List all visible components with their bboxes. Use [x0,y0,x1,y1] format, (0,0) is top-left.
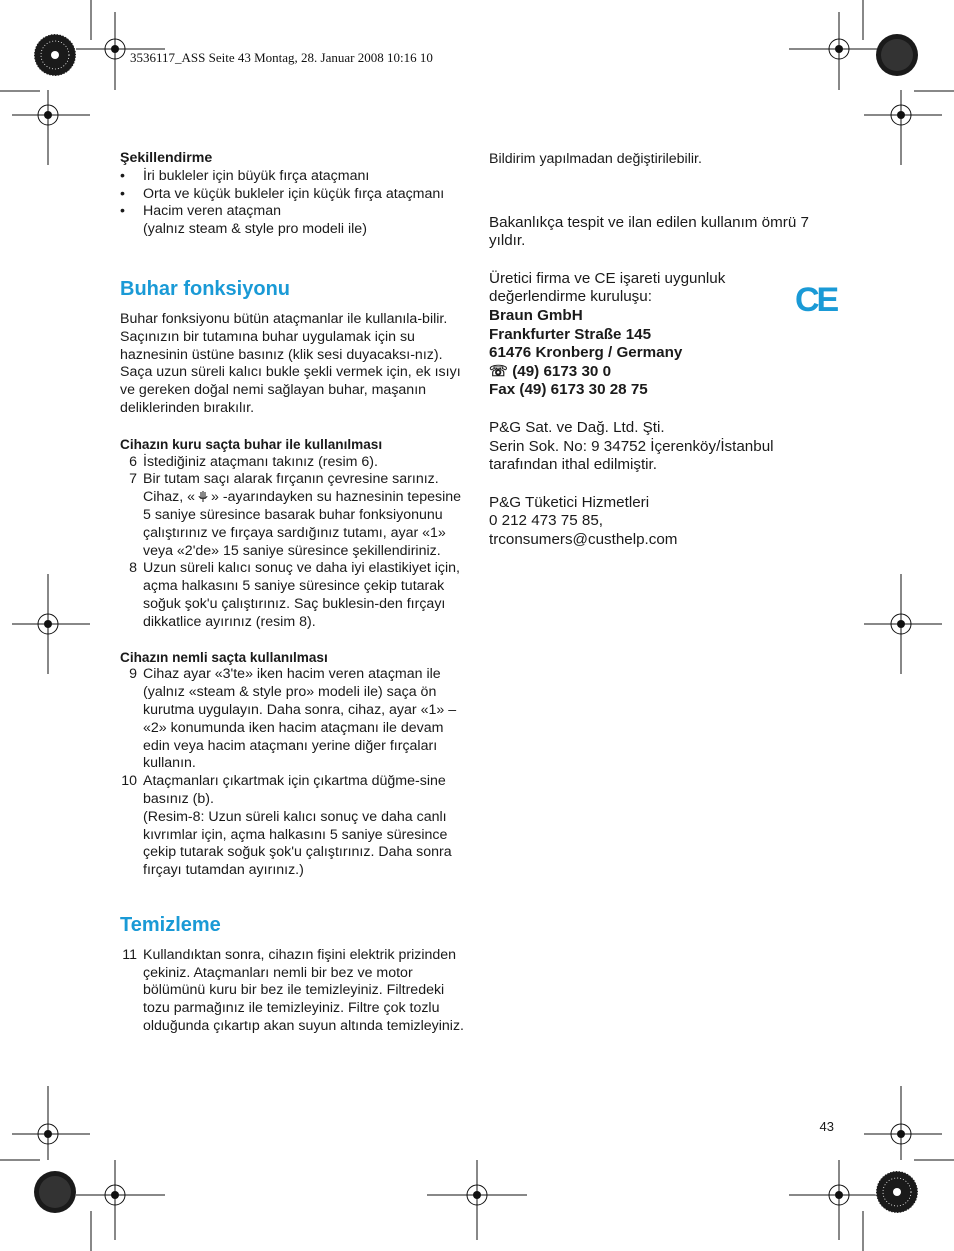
phone-icon: ☏ [489,362,508,380]
list-item-note: (Resim-8: Uzun süreli kalıcı sonuç ve daha canlı kıvrımlar için, açma halkasını 5 saniye süresince çekip tutarak soğuk şok'u çalıştırınız. Daha sonra fırçayı tutamdan ayırınız.) [143,808,452,879]
list-item: • Orta ve küçük bukleler için küçük fırça ataçmanı [120,186,470,204]
steam-heading: Buhar fonksiyonu [120,277,291,300]
styling-title: Şekillendirme [120,150,213,166]
dry-steps-list [120,454,470,632]
right-column [489,150,839,550]
company-name: Braun GmbH [489,306,583,324]
list-item: 8 Uzun süreli kalıcı sonuç ve daha iyi elastikiyet için, açma halkasını 5 saniye süresince çekip tutarak soğuk şok'u çalıştırınız. Saç buklesin-den fırçayı dikkatlice ayırınız (resim 8). [129,560,460,630]
lifetime-note: Bakanlıkça tespit ve ilan edilen kullanım ömrü 7 yıldır. [489,213,809,250]
wet-steps-list [120,666,470,880]
service-phone: 0 212 473 75 85, [489,512,604,530]
dry-hair-title: Cihazın kuru saçta buhar ile kullanılması [120,436,383,452]
wet-hair-title: Cihazın nemli saçta kullanılması [120,649,328,665]
company-street: Frankfurter Straße 145 [489,325,652,343]
company-phone: ☏ (49) 6173 30 0 [489,362,612,380]
list-item: 10 Ataçmanları çıkartmak için çıkartma düğme-sine basınız (b). (Resim-8: Uzun süreli kalıcı sonuç ve daha canlı kıvrımlar için, açma halkasını 5 saniye süresince çekip tutarak soğuk şok'u çalıştırınız. Daha sonra fırçayı tutamdan ayırınız.) [120,773,470,880]
list-item-note: (yalnız steam & style pro modeli ile) [143,221,367,238]
change-notice: Bildirim yapılmadan değiştirilebilir. [489,151,702,167]
company-fax: Fax (49) 6173 30 28 75 [489,381,648,399]
steam-symbol-icon [196,490,210,504]
importer-name: P&G Sat. ve Dağ. Ltd. Şti. [489,418,665,436]
steam-intro: Buhar fonksiyonu bütün ataçmanlar ile kullanıla-bilir. Saçınızın bir tutamına buhar uygulamak için su haznesinin üstüne basınız (klik sesi duyacaksı-nız). Saça uzun süreli kalıcı bukle şekli vermek için, ek ısıyı ve gereken doğal nemi sağlayan buhar, maşanın deliklerinden bırakılır. [120,310,461,416]
manufacturer-intro: Üretici firma ve CE işareti uygunluk değerlendirme kuruluşu: [489,269,726,306]
list-item: • İri bukleler için büyük fırça ataçmanı [120,168,470,186]
service-email: trconsumers@custhelp.com [489,530,678,548]
print-header: 3536117_ASS Seite 43 Montag, 28. Januar 2008 10:16 10 [130,50,433,65]
cleaning-steps-list [120,947,470,1036]
styling-list [120,168,470,239]
list-item: 7 Bir tutam saçı alarak fırçanın çevresine sarınız. Cihaz, « » -ayarındayken su haznesinin tepesine 5 saniye süresince basarak buhar fonksiyonunu çalıştırınız ve fırçaya sardığınız tutamı, ayar «1» veya «2'de» 15 saniye süresince şekillendiriniz. [129,471,462,559]
page-number: 43 [819,1119,834,1134]
left-column [120,150,470,1036]
list-item: • Hacim veren ataçman (yalnız steam & style pro modeli ile) [120,203,470,239]
list-item: 11 Kullandıktan sonra, cihazın fişini elektrik prizinden çekiniz. Ataçmanları nemli bir bez ve motor bölümünü kuru bir bez ile temizleyiniz. Filtredeki tozu parmağınız ile temizleyiniz. Filtre çok tozlu olduğunda çıkartıp akan suyun altında temizleyiniz. [122,946,464,1035]
importer-note: tarafından ithal edilmiştir. [489,456,657,474]
ce-mark-logo: CE [795,281,837,319]
cleaning-heading: Temizleme [120,913,221,936]
importer-address: Serin Sok. No: 9 34752 İçerenköy/İstanbul [489,437,774,455]
service-title: P&G Tüketici Hizmetleri [489,493,650,511]
company-city: 61476 Kronberg / Germany [489,344,683,362]
list-item: 6 İstediğiniz ataçmanı takınız (resim 6). [129,453,378,470]
list-item: 9 Cihaz ayar «3'te» iken hacim veren ataçman ile (yalnız «steam & style pro» modeli ile) saça ön kurutma uygulayın. Daha sonra, cihaz, ayar «1» – «2» konumunda iken hacim ataçmanı ile devam edin veya hacim ataçmanı yerine diğer fırçaları kullanın. [129,666,457,772]
